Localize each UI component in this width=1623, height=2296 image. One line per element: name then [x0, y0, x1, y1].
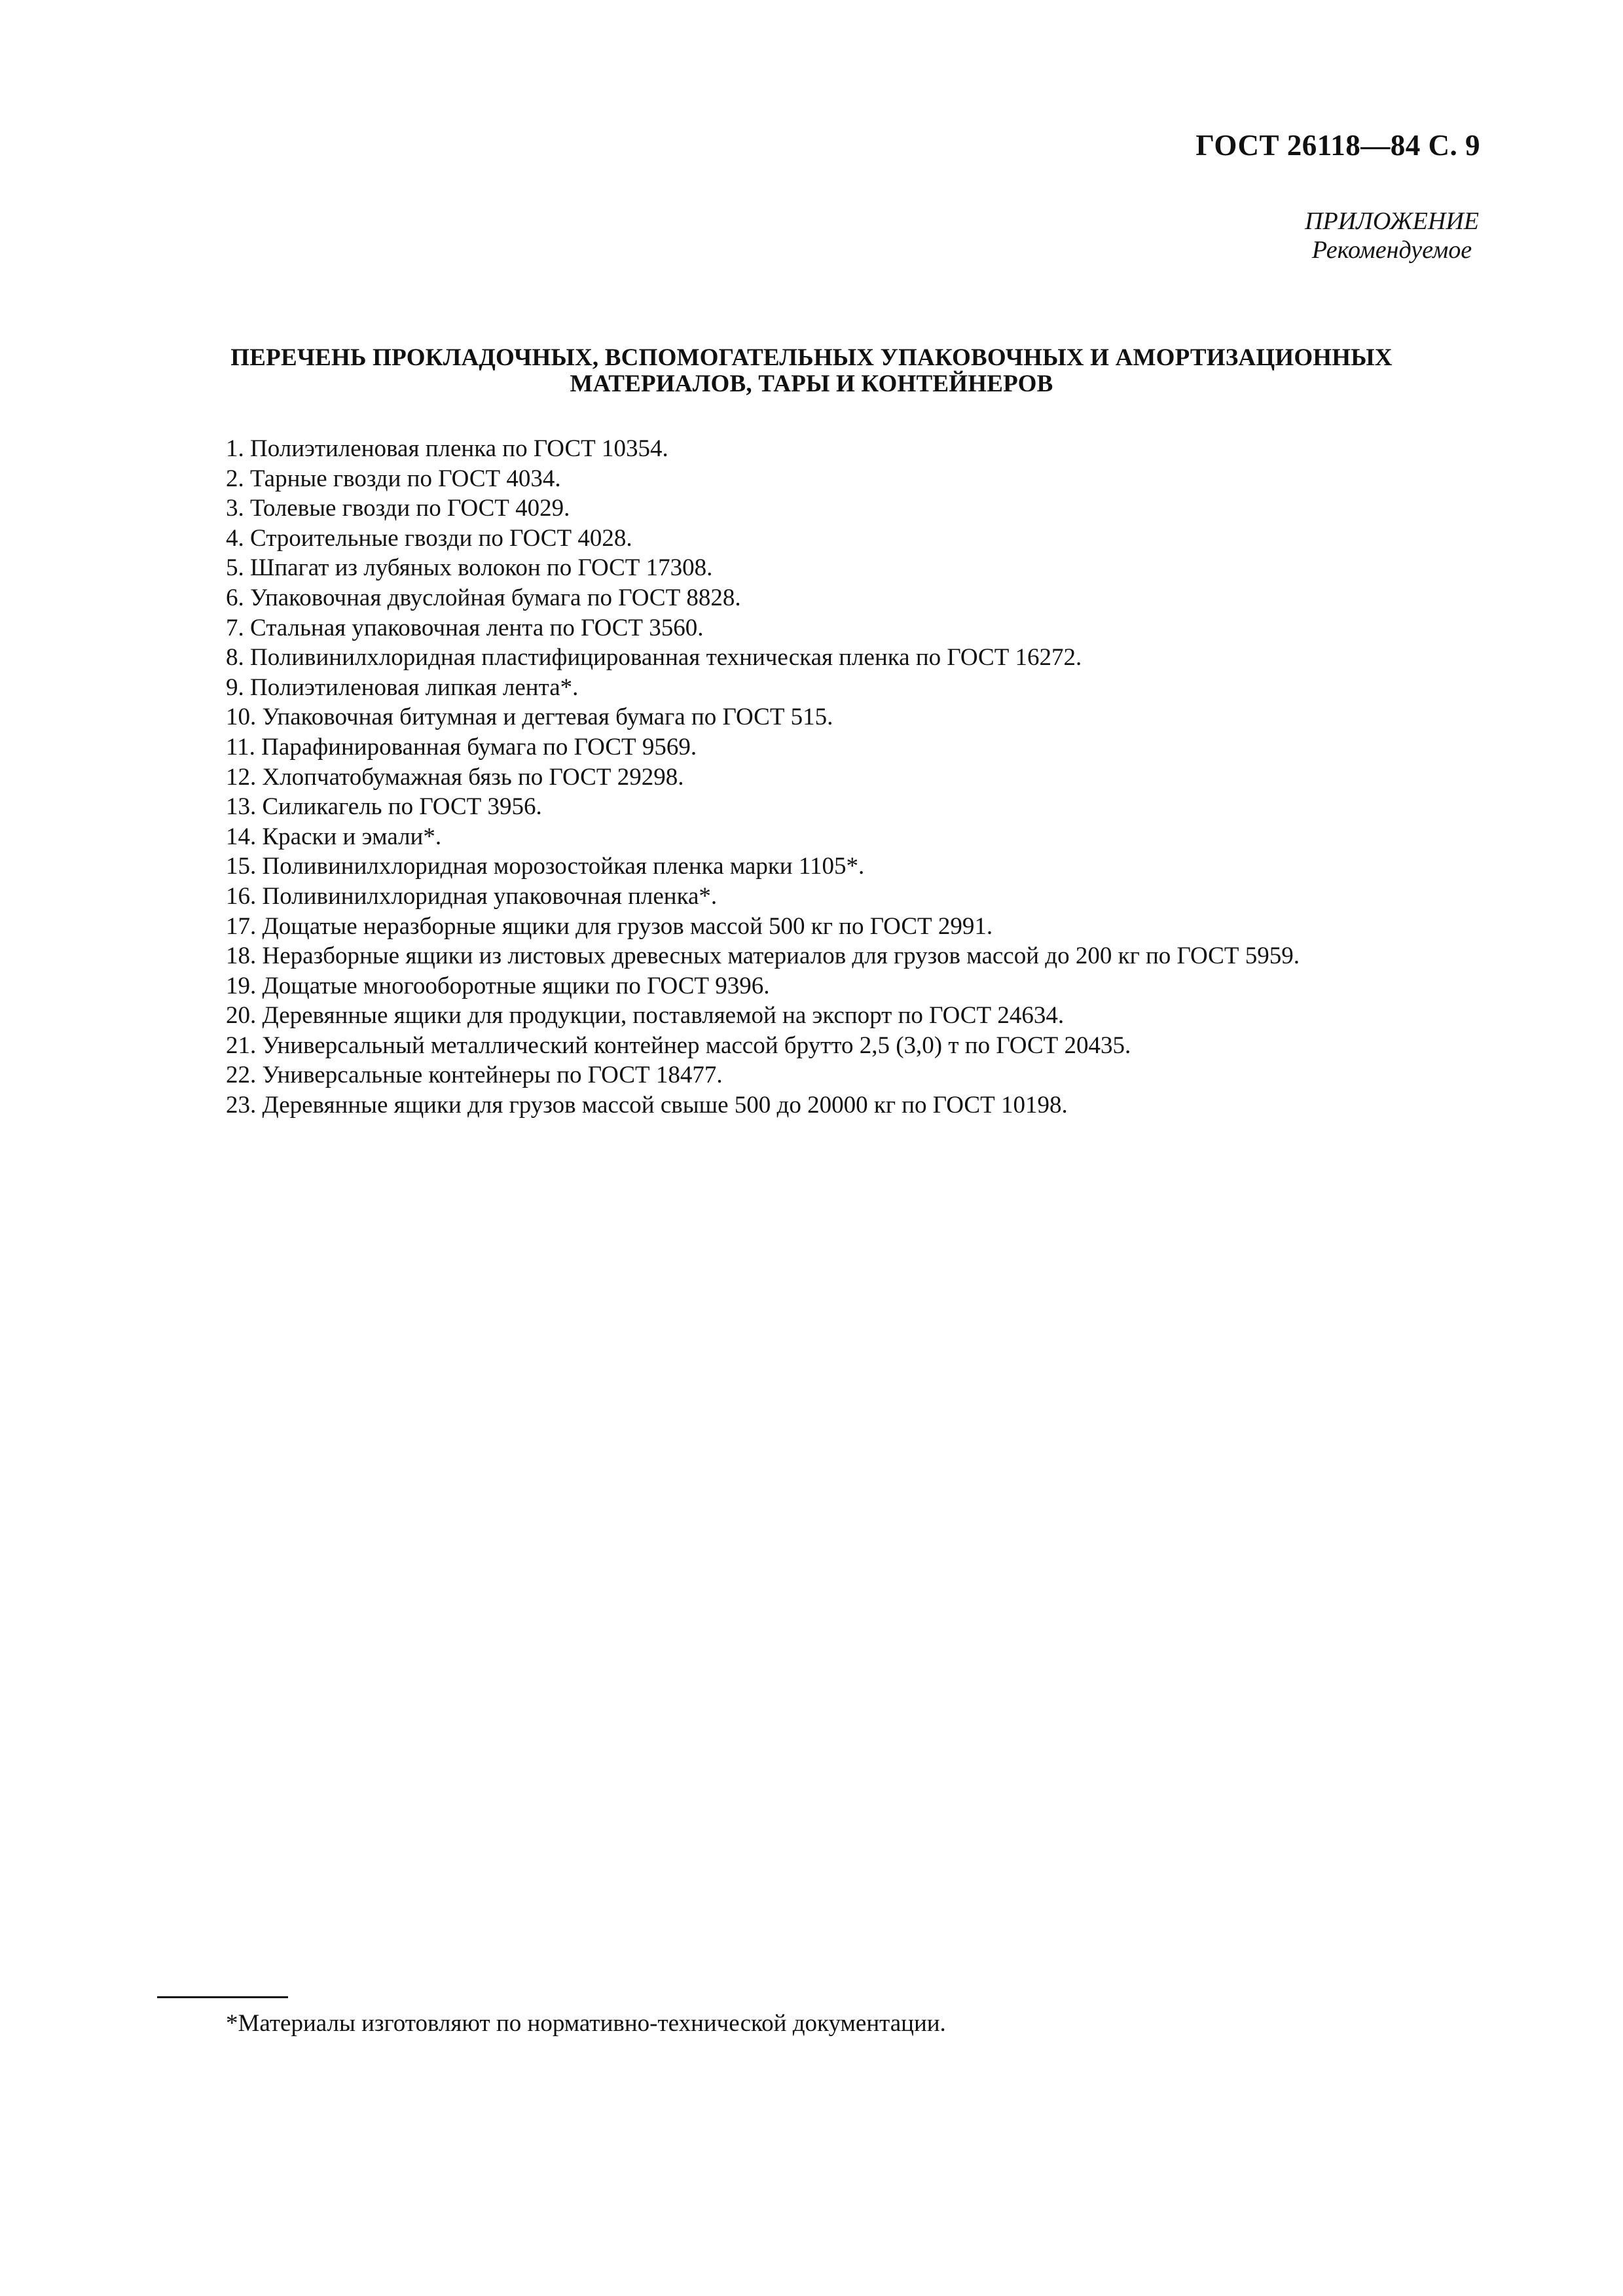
page-title-line-2: МАТЕРИАЛОВ, ТАРЫ И КОНТЕЙНЕРОВ: [570, 370, 1053, 397]
list-item: 5. Шпагат из лубяных волокон по ГОСТ 17308.: [226, 554, 713, 582]
list-item: 4. Строительные гвозди по ГОСТ 4028.: [226, 524, 632, 552]
list-item: 14. Краски и эмали*.: [226, 823, 442, 850]
list-item: 17. Дощатые неразборные ящики для грузов массой 500 кг по ГОСТ 2991.: [226, 912, 993, 940]
list-item: 11. Парафинированная бумага по ГОСТ 9569.: [226, 733, 697, 761]
list-item: 12. Хлопчатобумажная бязь по ГОСТ 29298.: [226, 763, 684, 791]
list-item: 2. Тарные гвозди по ГОСТ 4034.: [226, 465, 561, 492]
appendix-label: ПРИЛОЖЕНИЕ: [1305, 207, 1479, 235]
list-item: 9. Полиэтиленовая липкая лента*.: [226, 673, 579, 701]
appendix-label-block: [1305, 207, 1479, 264]
list-item: 6. Упаковочная двуслойная бумага по ГОСТ 8828.: [226, 584, 741, 611]
footnote: *Материалы изготовляют по нормативно-технической документации.: [226, 2010, 946, 2037]
list-item: 10. Упаковочная битумная и дегтевая бумага по ГОСТ 515.: [226, 704, 833, 731]
list-item: 21. Универсальный металлический контейнер массой брутто 2,5 (3,0) т по ГОСТ 20435.: [226, 1031, 1131, 1059]
document-code-header: ГОСТ 26118—84 С. 9: [1195, 129, 1480, 162]
materials-list: [226, 434, 1300, 1121]
list-item: 22. Универсальные контейнеры по ГОСТ 18477.: [226, 1062, 723, 1089]
list-item: 7. Стальная упаковочная лента по ГОСТ 3560.: [226, 614, 704, 641]
page-title: [157, 345, 1466, 397]
list-item: 8. Поливинилхлоридная пластифицированная техническая пленка по ГОСТ 16272.: [226, 644, 1082, 672]
list-item: 19. Дощатые многооборотные ящики по ГОСТ 9396.: [226, 972, 770, 999]
list-item: 13. Силикагель по ГОСТ 3956.: [226, 793, 542, 821]
list-item: 16. Поливинилхлоридная упаковочная пленка*.: [226, 882, 718, 910]
appendix-status: Рекомендуемое: [1311, 236, 1472, 264]
page-title-line-1: ПЕРЕЧЕНЬ ПРОКЛАДОЧНЫХ, ВСПОМОГАТЕЛЬНЫХ УПАКОВОЧНЫХ И АМОРТИЗАЦИОННЫХ: [230, 344, 1393, 371]
list-item: 23. Деревянные ящики для грузов массой свыше 500 до 20000 кг по ГОСТ 10198.: [226, 1092, 1068, 1119]
list-item: 15. Поливинилхлоридная морозостойкая пленка марки 1105*.: [226, 853, 865, 880]
list-item: 20. Деревянные ящики для продукции, поставляемой на экспорт по ГОСТ 24634.: [226, 1002, 1065, 1030]
list-item: 18. Неразборные ящики из листовых древесных материалов для грузов массой до 200 кг по ГОСТ 5959.: [226, 942, 1300, 970]
footnote-divider: [157, 1996, 288, 1998]
list-item: 1. Полиэтиленовая пленка по ГОСТ 10354.: [226, 435, 668, 462]
list-item: 3. Толевые гвозди по ГОСТ 4029.: [226, 495, 570, 522]
